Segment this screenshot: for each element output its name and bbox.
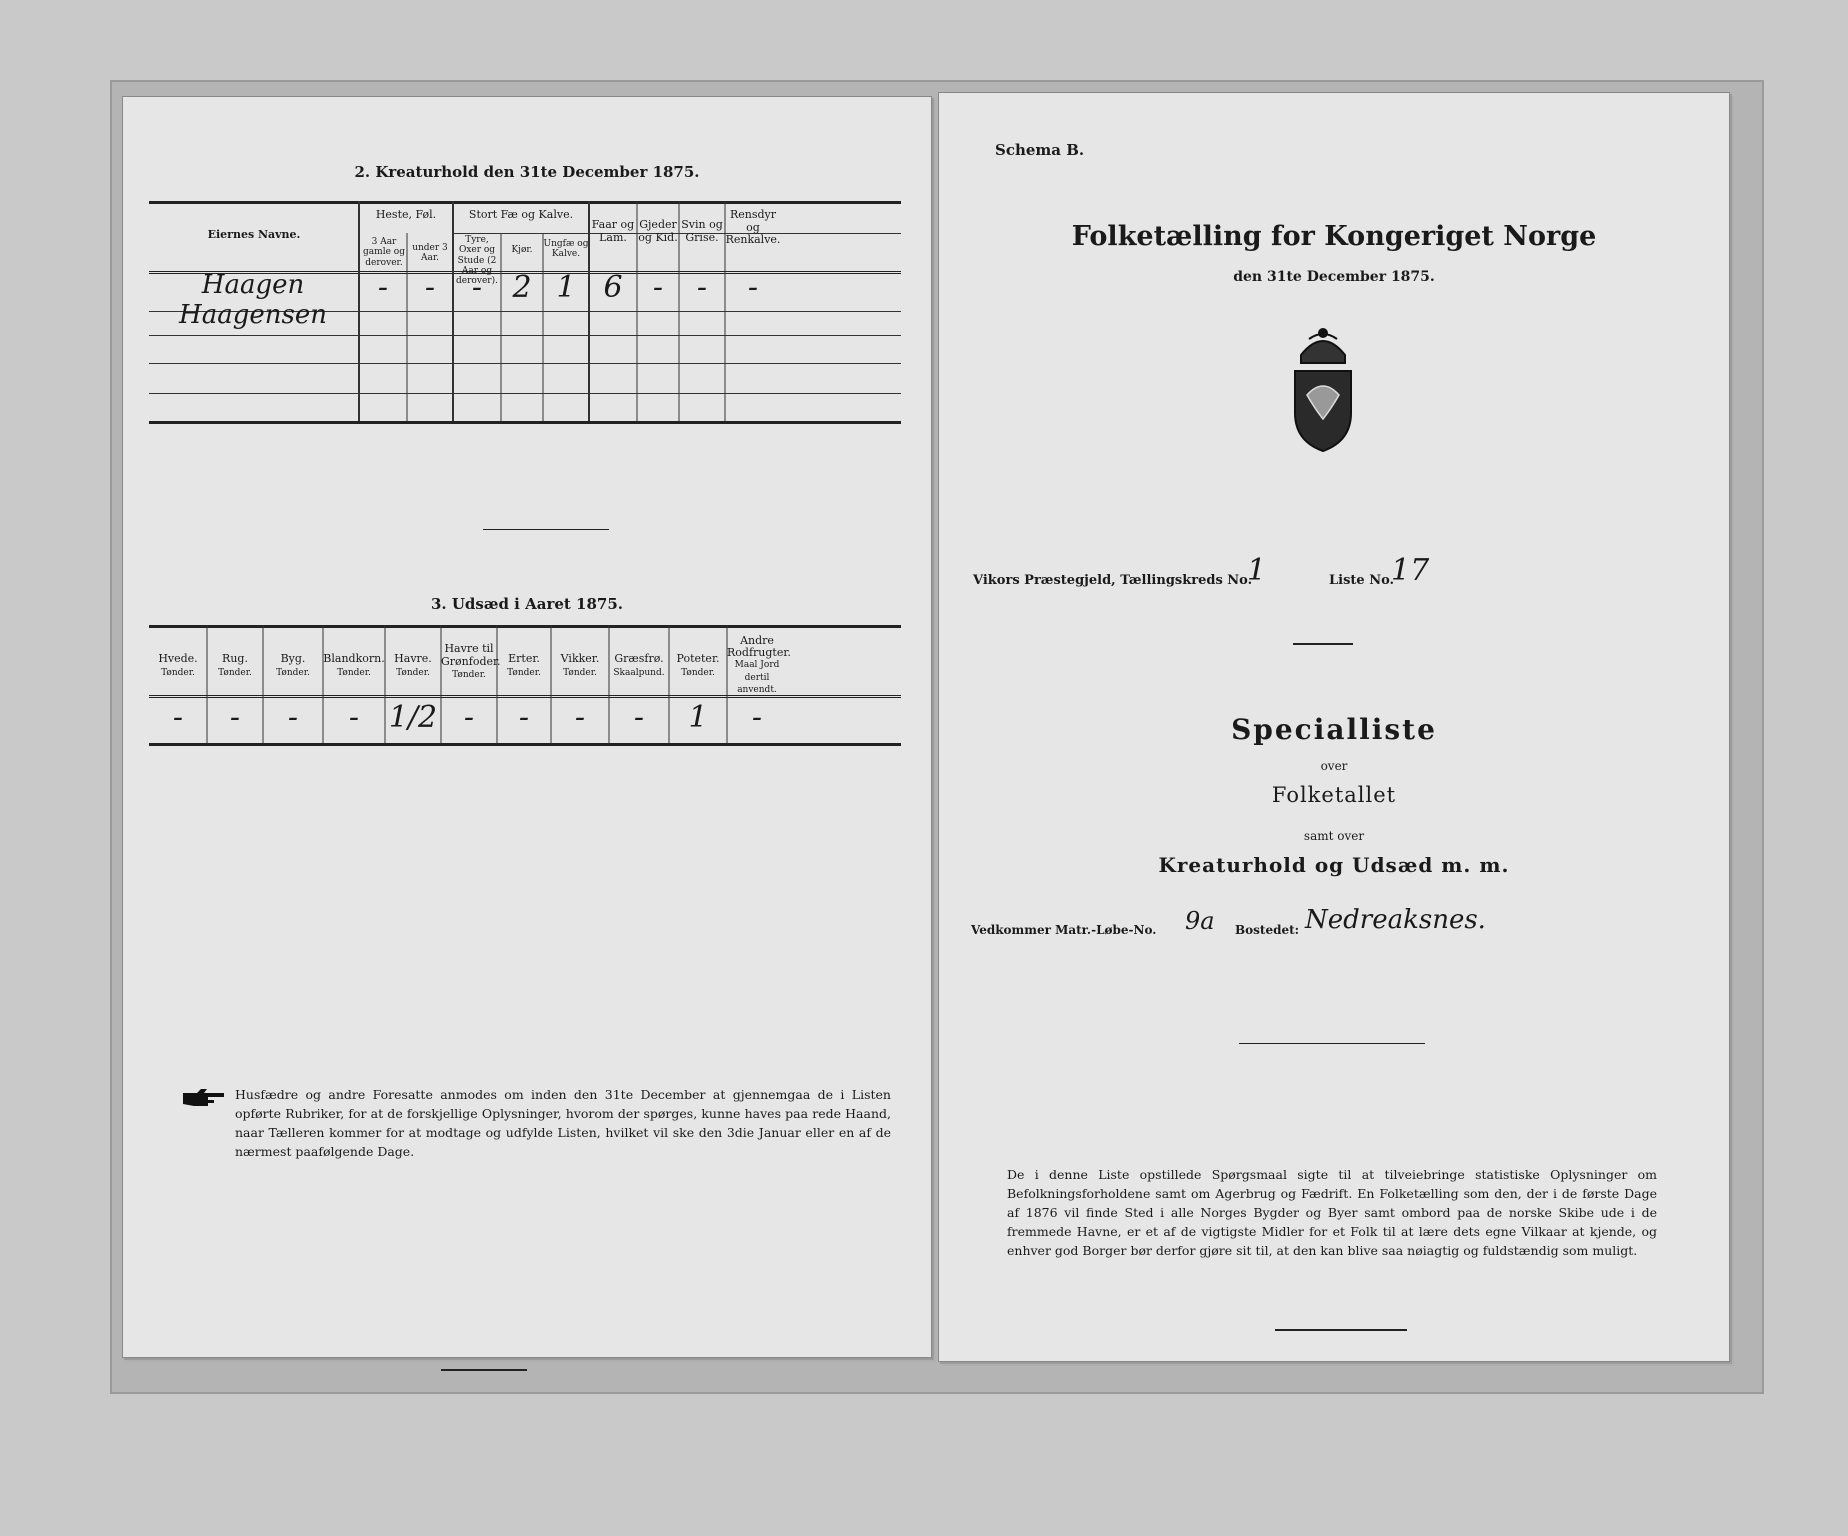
main-date: den 31te December 1875. [1233,269,1435,285]
value-svin: - [696,270,708,305]
kreds-no: 1 [1247,553,1267,588]
col-ungfae: Ungfæ og Kalve. [543,239,589,260]
col-heste-group: Heste, Føl. [375,208,437,221]
seed-value-vikker: - [574,700,586,735]
seed-value-havre: 1/2 [388,700,438,735]
seed-value-byg: - [287,700,299,735]
seed-value-graesfro: - [633,700,645,735]
seed-header-byg: Byg. Tønder. [276,652,310,678]
col-heste-under3: under 3 Aar. [412,243,448,264]
over-text-1: over [1320,759,1348,773]
bottom-rule [1275,1329,1407,1331]
value-kjor: 2 [512,270,532,305]
col-svin: Svin og Grise. [681,218,723,244]
seed-header-erter: Erter. Tønder. [507,652,541,678]
folketallet-title: Folketallet [1271,783,1397,807]
matr-label: Vedkommer Matr.-Løbe-No. [971,923,1157,937]
value-rensdyr: - [747,270,759,305]
seed-value-erter: - [518,700,530,735]
col-faar: Faar og Lam. [591,218,635,244]
seed-header-graesfro: Græsfrø. Skaalpund. [613,652,665,678]
separator-rule-2 [1239,1043,1425,1044]
value-faar: 6 [603,270,623,305]
seed-header-blandkorn: Blandkorn. Tønder. [323,652,385,678]
liste-no: 17 [1391,553,1430,588]
section3-title: 3. Udsæd i Aaret 1875. [430,595,624,613]
left-page [122,96,932,1358]
specialliste-title: Specialliste [1231,713,1437,746]
notice-text: Husfædre og andre Foresatte anmodes om inden den 31te December at gjennemgaa de i Listen opførte Rubriker, for at de forskjellige Oplysninger, hvorom der spørges, kunne haves paa rede Haand, naar Tælleren kommer for at modtage og udfylde Listen, hvilket vil ske den 3die Januar eller en af de nærmest paafølgende Dage. [235,1087,891,1159]
section2-title: 2. Kreaturhold den 31te December 1875. [354,163,700,181]
bottom-rule [441,1369,527,1371]
matr-no: 9a [1185,907,1215,935]
right-page [938,92,1730,1362]
coat-of-arms-icon [1287,325,1359,457]
value-gjeder: - [652,270,664,305]
bosted-label: Bostedet: [1235,923,1300,937]
value-ungfae: 1 [556,270,576,305]
col-rensdyr: Rensdyr og Renkalve. [725,208,781,247]
value-tyre: - [471,270,483,305]
seed-value-havre-gronfoder: - [463,700,475,735]
info-paragraph: De i denne Liste opstillede Spørgsmaal sigte til at tilveiebringe statistiske Oplysninger om Befolkningsforholdene samt om Agerbrug og Fædrift. En Folketælling som den, der i de første Dage af 1876 vil finde Sted i alle Norges Bygder og Byer samt ombord paa de norske Skibe ude i de fremmede Havne, er et af de vigtigste Midler for et Folk til at lære dets egne Vilkaar at kjende, og enhver god Borger bør derfor gjøre sit til, at den kan blive saa nøiagtig og fuldstændig som muligt. [1007,1167,1657,1258]
samt-over-text: samt over [1303,829,1365,843]
col-owner-header: Eiernes Navne. [207,228,301,241]
seed-value-blandkorn: - [348,700,360,735]
kreaturhold-title: Kreaturhold og Udsæd m. m. [1158,853,1510,877]
schema-label: Schema B. [995,141,1085,159]
separator-rule [1293,643,1353,645]
pointing-hand-icon [181,1087,227,1109]
seed-header-vikker: Vikker. Tønder. [560,652,600,678]
main-title: Folketælling for Kongeriget Norge [1071,221,1597,252]
value-heste-3aar: - [377,270,389,305]
bosted-value: Nedreaksnes. [1305,905,1486,935]
seed-value-poteter: 1 [688,700,708,735]
seed-header-havre-gronfoder: Havre til Grønfoder. Tønder. [441,642,501,681]
seed-value-rug: - [229,700,241,735]
liste-label: Liste No. [1329,573,1395,588]
seed-header-poteter: Poteter. Tønder. [676,652,720,678]
col-heste-3aar: 3 Aar gamle og derover. [363,237,405,268]
seed-header-rug: Rug. Tønder. [218,652,252,678]
seed-header-havre: Havre. Tønder. [394,652,432,678]
col-tyre: Tyre, Oxer og Stude (2 Aar og derover). [456,235,498,287]
seed-value-hvede: - [172,700,184,735]
seed-header-andre-rodfrugter: Andre Rodfrugter. Maal Jord dertil anvendt. [727,634,791,695]
col-stortfae-group: Stort Fæ og Kalve. [468,208,574,221]
prestegjeld-label: Vikors Præstegjeld, Tællingskreds No. [973,573,1253,588]
seed-value-andre-rodfrugter: - [751,700,763,735]
value-heste-under3: - [424,270,436,305]
col-kjor: Kjør. [511,245,533,255]
owner-name: Haagen Haagensen [179,270,327,330]
col-gjeder: Gjeder og Kid. [638,218,678,244]
seed-header-hvede: Hvede. Tønder. [158,652,198,678]
